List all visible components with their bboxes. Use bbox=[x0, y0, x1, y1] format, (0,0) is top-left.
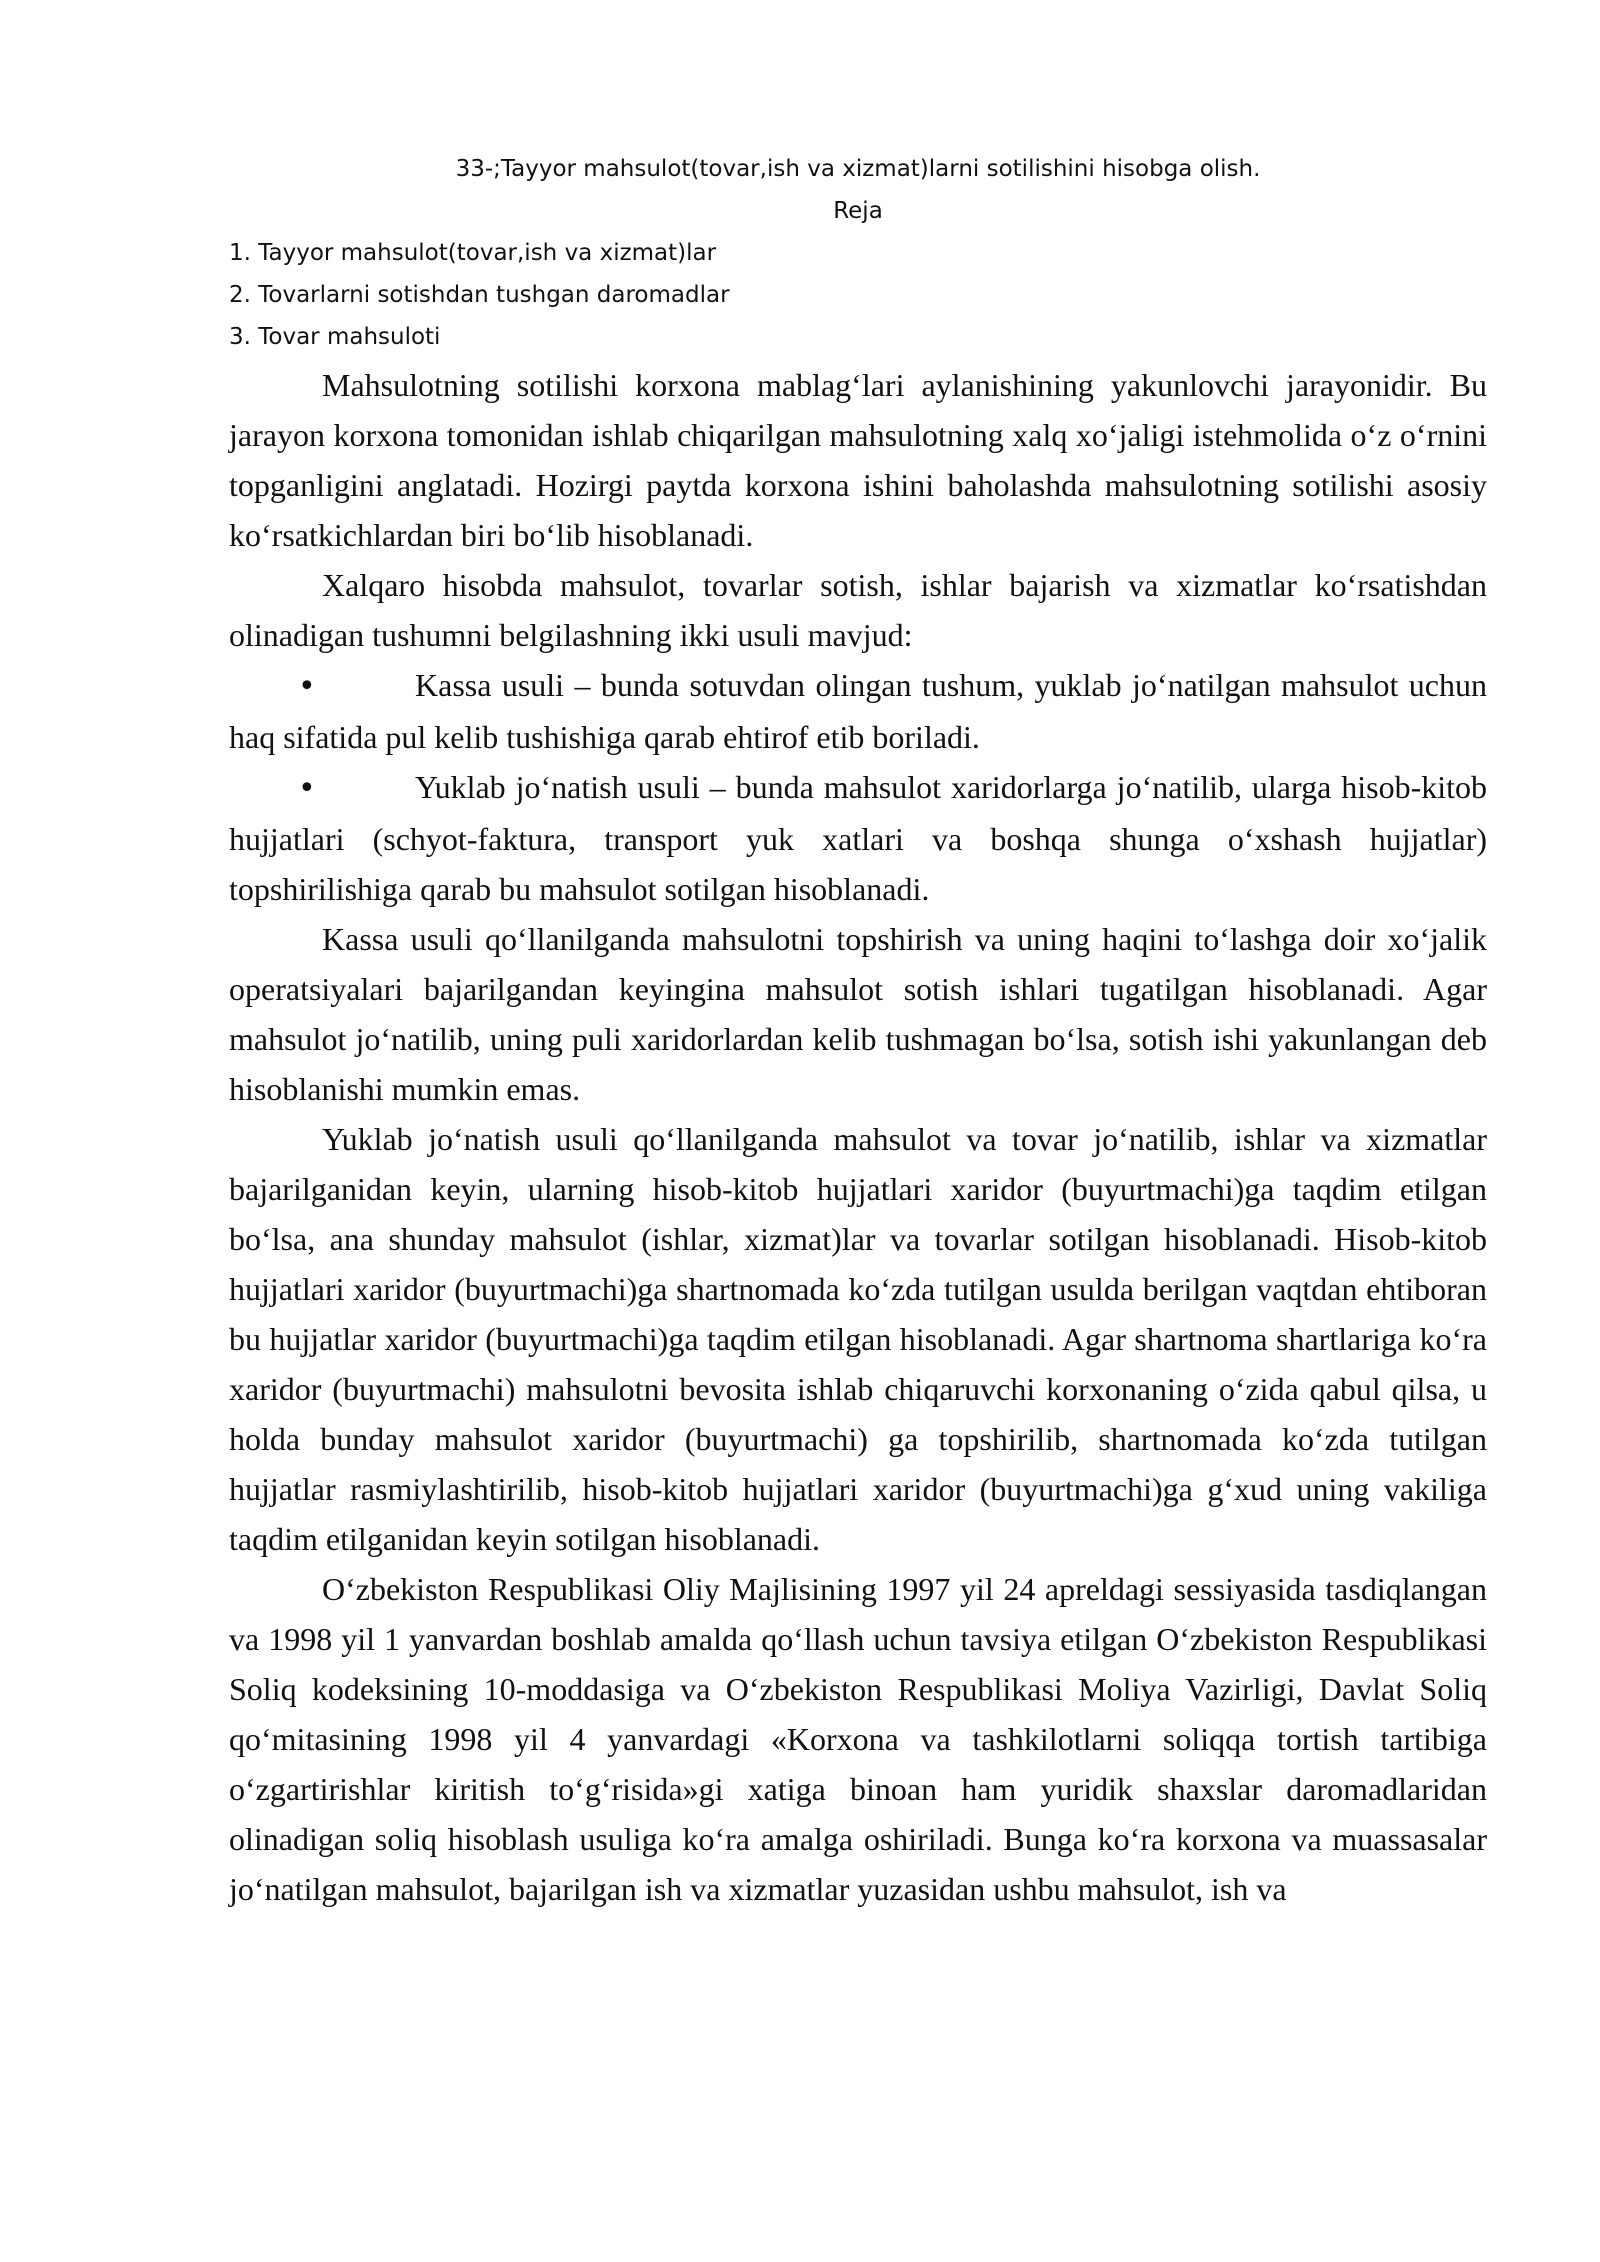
paragraph: Kassa usuli qo‘llanilganda mahsulotni topshirish va uning haqini to‘lashga doir xo‘jalik operatsiyalari bajarilgandan keyingina mahsulot sotish ishlari tugatilgan hisoblanadi. Agar mahsulot jo‘natilib, uning puli xaridorlardan kelib tushmagan bo‘lsa, sotish ishi yakunlangan deb hisoblanishi mumkin emas. bbox=[229, 921, 1487, 1107]
bullet-paragraph bbox=[229, 660, 1487, 762]
paragraph: Yuklab jo‘natish usuli qo‘llanilganda mahsulot va tovar jo‘natilib, ishlar va xizmatlar bajarilganidan keyin, ularning hisob-kitob hujjatlari xaridor (buyurtmachi)ga taqdim etilgan bo‘lsa, ana shunday mahsulot (ishlar, xizmat)lar va tovarlar sotilgan hisoblanadi. Hisob-kitob hujjatlari xaridor (buyurtmachi)ga shartnomada ko‘zda tutilgan usulda berilgan vaqtdan ehtiboran bu hujjatlar xaridor (buyurtmachi)ga taqdim etilgan hisoblanadi. Agar shartnoma shartlariga ko‘ra xaridor (buyurtmachi) mahsulotni bevosita ishlab chiqaruvchi korxonaning o‘zida qabul qilsa, u holda bunday mahsulot xaridor (buyurtmachi) ga topshirilib, shartnomada ko‘zda tutilgan hujjatlar rasmiylashtirilib, hisob-kitob hujjatlari xaridor (buyurtmachi)ga g‘xud uning vakiliga taqdim etilganidan keyin sotilgan hisoblanadi. bbox=[229, 1121, 1487, 1557]
bullet-paragraph bbox=[229, 762, 1487, 914]
document-body bbox=[229, 360, 1487, 1914]
bullet-text: Kassa usuli – bunda sotuvdan olingan tushum, yuklab jo‘natilgan mahsulot uchun haq sifatida pul kelib tushishiga qarab ehtirof etib boriladi. bbox=[229, 667, 1487, 755]
page-title: 33-;Tayyor mahsulot(tovar,ish va xizmat)larni sotilishini hisobga olish. bbox=[455, 156, 1261, 182]
paragraph: Xalqaro hisobda mahsulot, tovarlar sotish, ishlar bajarish va xizmatlar ko‘rsatishdan olinadigan tushumni belgilashning ikki usuli mavjud: bbox=[229, 567, 1487, 653]
paragraph: O‘zbekiston Respublikasi Oliy Majlisining 1997 yil 24 apreldagi sessiyasida tasdiqlangan va 1998 yil 1 yanvardan boshlab amalda qo‘llash uchun tavsiya etilgan O‘zbekiston Respublikasi Soliq kodeksining 10-moddasiga va O‘zbekiston Respublikasi Moliya Vazirligi, Davlat Soliq qo‘mitasining 1998 yil 4 yanvardagi «Korxona va tashkilotlarni soliqqa tortish tartibiga o‘zgartirishlar kiritish to‘g‘risida»gi xatiga binoan ham yuridik shaxslar daromadlaridan olinadigan soliq hisoblash usuliga ko‘ra amalga oshiriladi. Bunga ko‘ra korxona va muassasalar jo‘natilgan mahsulot, bajarilgan ish va xizmatlar yuzasidan ushbu mahsulot, ish va bbox=[229, 1571, 1487, 1907]
paragraph: Mahsulotning sotilishi korxona mablag‘lari aylanishining yakunlovchi jarayonidir. Bu jarayon korxona tomonidan ishlab chiqarilgan mahsulotning xalq xo‘jaligi istehmolida o‘z o‘rnini topganligini anglatadi. Hozirgi paytda korxona ishini baholashda mahsulotning sotilishi asosiy ko‘rsatkichlardan biri bo‘lib hisoblanadi. bbox=[229, 367, 1487, 553]
plan-item: 1. Tayyor mahsulot(tovar,ish va xizmat)lar bbox=[229, 240, 717, 266]
plan-item: 2. Tovarlarni sotishdan tushgan daromadlar bbox=[229, 282, 730, 308]
plan-item: 3. Tovar mahsuloti bbox=[229, 324, 441, 350]
plan-heading: Reja bbox=[833, 198, 883, 224]
document-header bbox=[229, 148, 1487, 358]
plan-list bbox=[229, 232, 1487, 358]
bullet-text: Yuklab jo‘natish usuli – bunda mahsulot xaridorlarga jo‘natilib, ularga hisob-kitob hujjatlari (schyot-faktura, transport yuk xatlari va boshqa shunga o‘xshash hujjatlar) topshirilishiga qarab bu mahsulot sotilgan hisoblanadi. bbox=[229, 769, 1487, 907]
